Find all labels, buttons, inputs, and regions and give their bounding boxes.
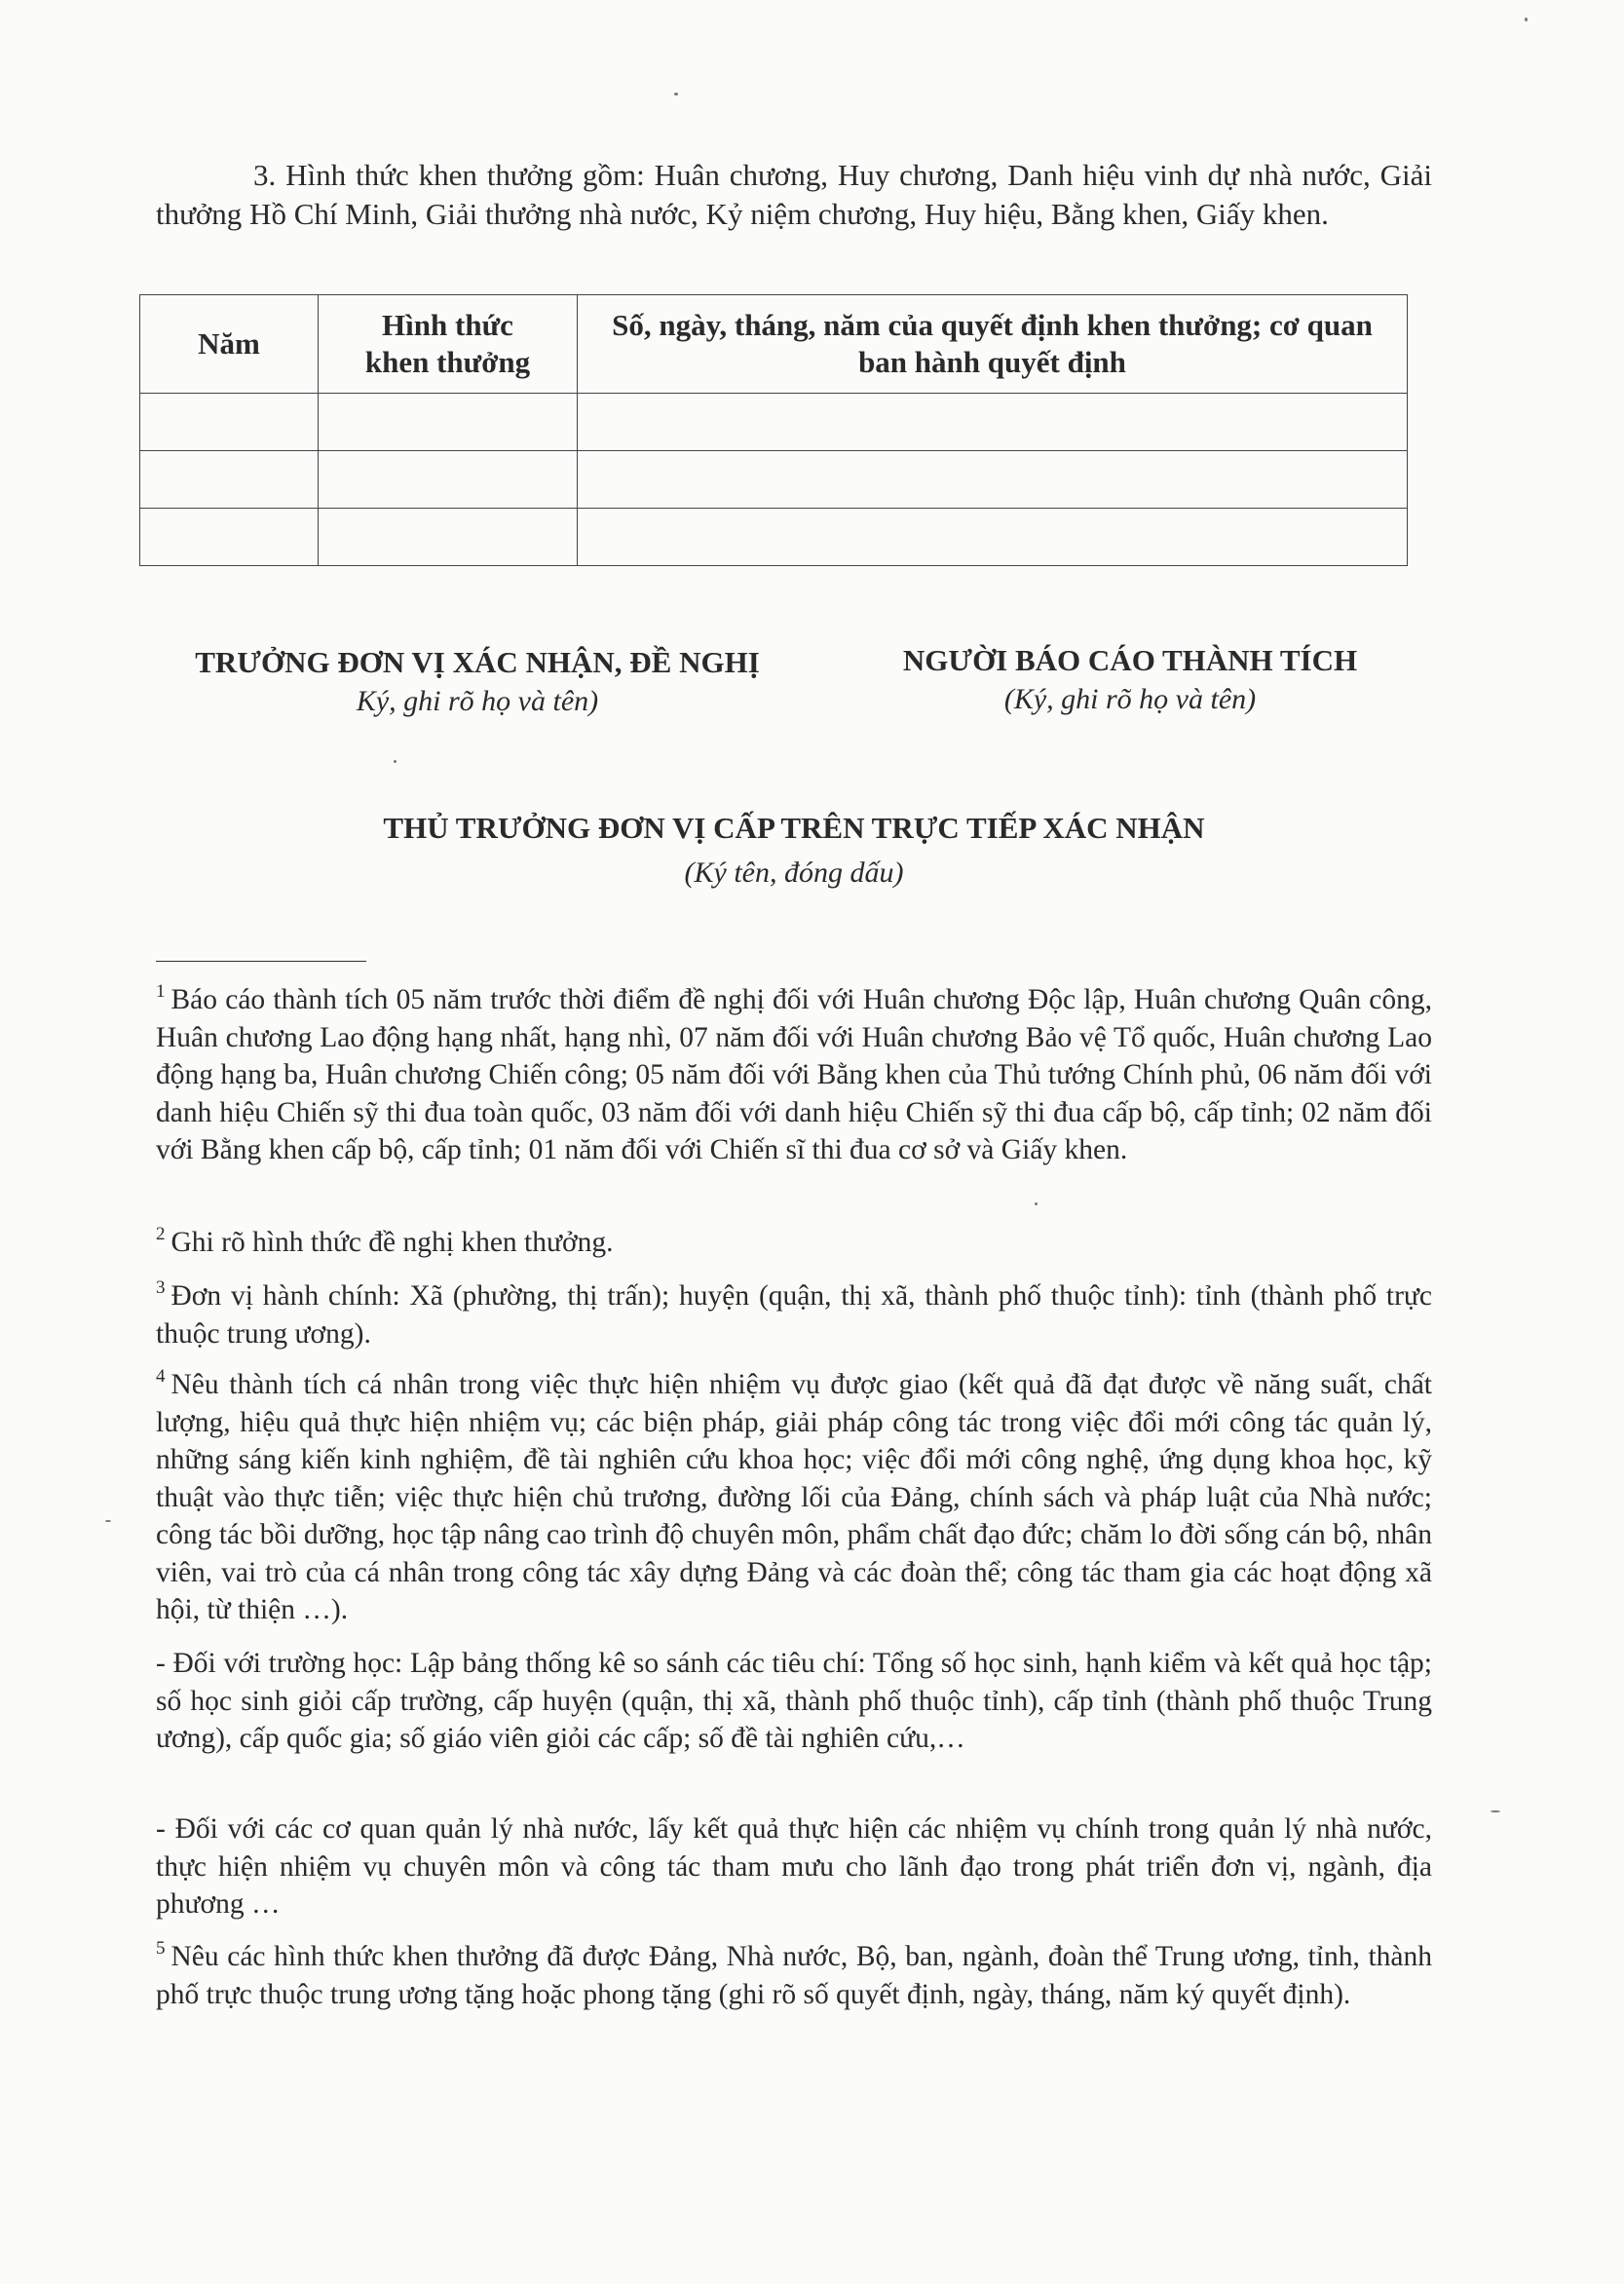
footnote-2 — [156, 1224, 1432, 1262]
footnote-3-number: 3 — [156, 1277, 166, 1298]
footnote-1 — [156, 981, 1432, 1169]
footnote-3-text: Đơn vị hành chính: Xã (phường, thị trấn); huyện (quận, thị xã, thành phố thuộc tỉnh): tỉnh (thành phố trực thuộc trung ương). — [156, 1280, 1432, 1350]
table-cell-empty[interactable] — [578, 394, 1408, 451]
footnote-5-text: Nêu các hình thức khen thưởng đã được Đảng, Nhà nước, Bộ, ban, ngành, đoàn thể Trung ương, tỉnh, thành phố trực thuộc trung ương tặng hoặc phong tặng (ghi rõ số quyết định, ngày, tháng, năm ký quyết định). — [156, 1941, 1432, 2010]
header-award-type-text: Hình thức khen thưởng — [364, 308, 531, 379]
footnote-separator — [156, 961, 366, 962]
signature-block-reporter — [857, 641, 1403, 719]
footnote-4 — [156, 1366, 1432, 1629]
table-cell-empty[interactable] — [140, 394, 319, 451]
footnote-3 — [156, 1277, 1432, 1352]
table-cell-empty[interactable] — [319, 451, 578, 509]
footnote-1-text: Báo cáo thành tích 05 năm trước thời điểm đề nghị đối với Huân chương Độc lập, Huân chương Quân công, Huân chương Lao động hạng nhất, hạng nhì, 07 năm đối với Huân chương Bảo vệ Tổ quốc, Huân chương Lao động hạng ba, Huân chương Chiến công; 05 năm đối với Bằng khen của Thủ tướng Chính phủ, 06 năm đối với danh hiệu Chiến sỹ thi đua toàn quốc, 03 năm đối với danh hiệu Chiến sỹ thi đua cấp bộ, cấp tỉnh; 02 năm đối với Bằng khen cấp bộ, cấp tỉnh; 01 năm đối với Chiến sĩ thi đua cơ sở và Giấy khen. — [156, 984, 1432, 1165]
footnote-4-number: 4 — [156, 1366, 166, 1387]
table-row — [140, 451, 1408, 509]
signature-title-superior: THỦ TRƯỞNG ĐƠN VỊ CẤP TRÊN TRỰC TIẾP XÁC NHẬN — [383, 811, 1205, 845]
header-decision-info — [578, 295, 1408, 394]
scan-speck — [394, 760, 397, 763]
table-cell-empty[interactable] — [319, 509, 578, 566]
scan-speck — [1035, 1202, 1038, 1205]
signature-note-reporter: (Ký, ghi rõ họ và tên) — [1003, 683, 1257, 715]
footnote-2-text: Ghi rõ hình thức đề nghị khen thưởng. — [170, 1227, 614, 1258]
scan-speck — [1525, 18, 1528, 21]
table-header-row — [140, 295, 1408, 394]
header-year: Năm — [140, 295, 319, 394]
signature-block-unit-head — [156, 643, 799, 721]
signature-block-superior — [156, 809, 1432, 893]
footnote-5-number: 5 — [156, 1938, 166, 1959]
footnote-1-number: 1 — [156, 981, 166, 1002]
scan-speck — [105, 1520, 111, 1522]
section-3-paragraph: 3. Hình thức khen thưởng gồm: Huân chương, Huy chương, Danh hiệu vinh dự nhà nước, Giải thưởng Hồ Chí Minh, Giải thưởng nhà nước, Kỷ niệm chương, Huy hiệu, Bằng khen, Giấy khen. — [156, 158, 1432, 231]
table-cell-empty[interactable] — [578, 451, 1408, 509]
table-row — [140, 394, 1408, 451]
scan-speck — [1491, 1810, 1500, 1812]
footnote-4-school: - Đối với trường học: Lập bảng thống kê so sánh các tiêu chí: Tổng số học sinh, hạnh kiểm và kết quả học tập; số học sinh giỏi cấp trường, cấp huyện (quận, thị xã, thành phố thuộc tỉnh), cấp tỉnh (thành phố thuộc Trung ương), cấp quốc gia; số giáo viên giỏi các cấp; số đề tài nghiên cứu,… — [156, 1648, 1432, 1754]
footnote-5 — [156, 1938, 1432, 2013]
table-row — [140, 509, 1408, 566]
signature-title-reporter: NGƯỜI BÁO CÁO THÀNH TÍCH — [902, 643, 1358, 677]
scan-speck — [674, 93, 678, 95]
header-decision-info-text: Số, ngày, tháng, năm của quyết định khen thưởng; cơ quan ban hành quyết định — [612, 308, 1373, 379]
awards-table — [139, 294, 1408, 566]
footnote-2-number: 2 — [156, 1224, 166, 1244]
signature-note-unit-head: Ký, ghi rõ họ và tên) — [356, 685, 599, 717]
footnote-4-agency: - Đối với các cơ quan quản lý nhà nước, lấy kết quả thực hiện các nhiệm vụ chính trong quản lý nhà nước, thực hiện nhiệm vụ chuyên môn và công tác tham mưu cho lãnh đạo trong phát triển đơn vị, ngành, địa phương … — [156, 1813, 1432, 1920]
signature-note-superior: (Ký tên, đóng dấu) — [684, 856, 904, 889]
signature-title-unit-head: TRƯỞNG ĐƠN VỊ XÁC NHẬN, ĐỀ NGHỊ — [195, 645, 760, 679]
table-cell-empty[interactable] — [578, 509, 1408, 566]
header-award-type — [319, 295, 578, 394]
table-cell-empty[interactable] — [319, 394, 578, 451]
table-cell-empty[interactable] — [140, 451, 319, 509]
table-cell-empty[interactable] — [140, 509, 319, 566]
footnote-4-text: Nêu thành tích cá nhân trong việc thực hiện nhiệm vụ được giao (kết quả đã đạt được về năng suất, chất lượng, hiệu quả thực hiện nhiệm vụ; các biện pháp, giải pháp công tác trong việc đổi mới công tác quản lý, những sáng kiến kinh nghiệm, đề tài nghiên cứu khoa học; việc đổi mới công nghệ, ứng dụng khoa học, kỹ thuật vào thực tiễn; việc thực hiện chủ trương, đường lối của Đảng, chính sách và pháp luật của Nhà nước; công tác bồi dưỡng, học tập nâng cao trình độ chuyên môn, phẩm chất đạo đức; chăm lo đời sống cán bộ, nhân viên, vai trò của cá nhân trong công tác xây dựng Đảng và các đoàn thể; công tác tham gia các hoạt động xã hội, từ thiện …). — [156, 1369, 1432, 1625]
